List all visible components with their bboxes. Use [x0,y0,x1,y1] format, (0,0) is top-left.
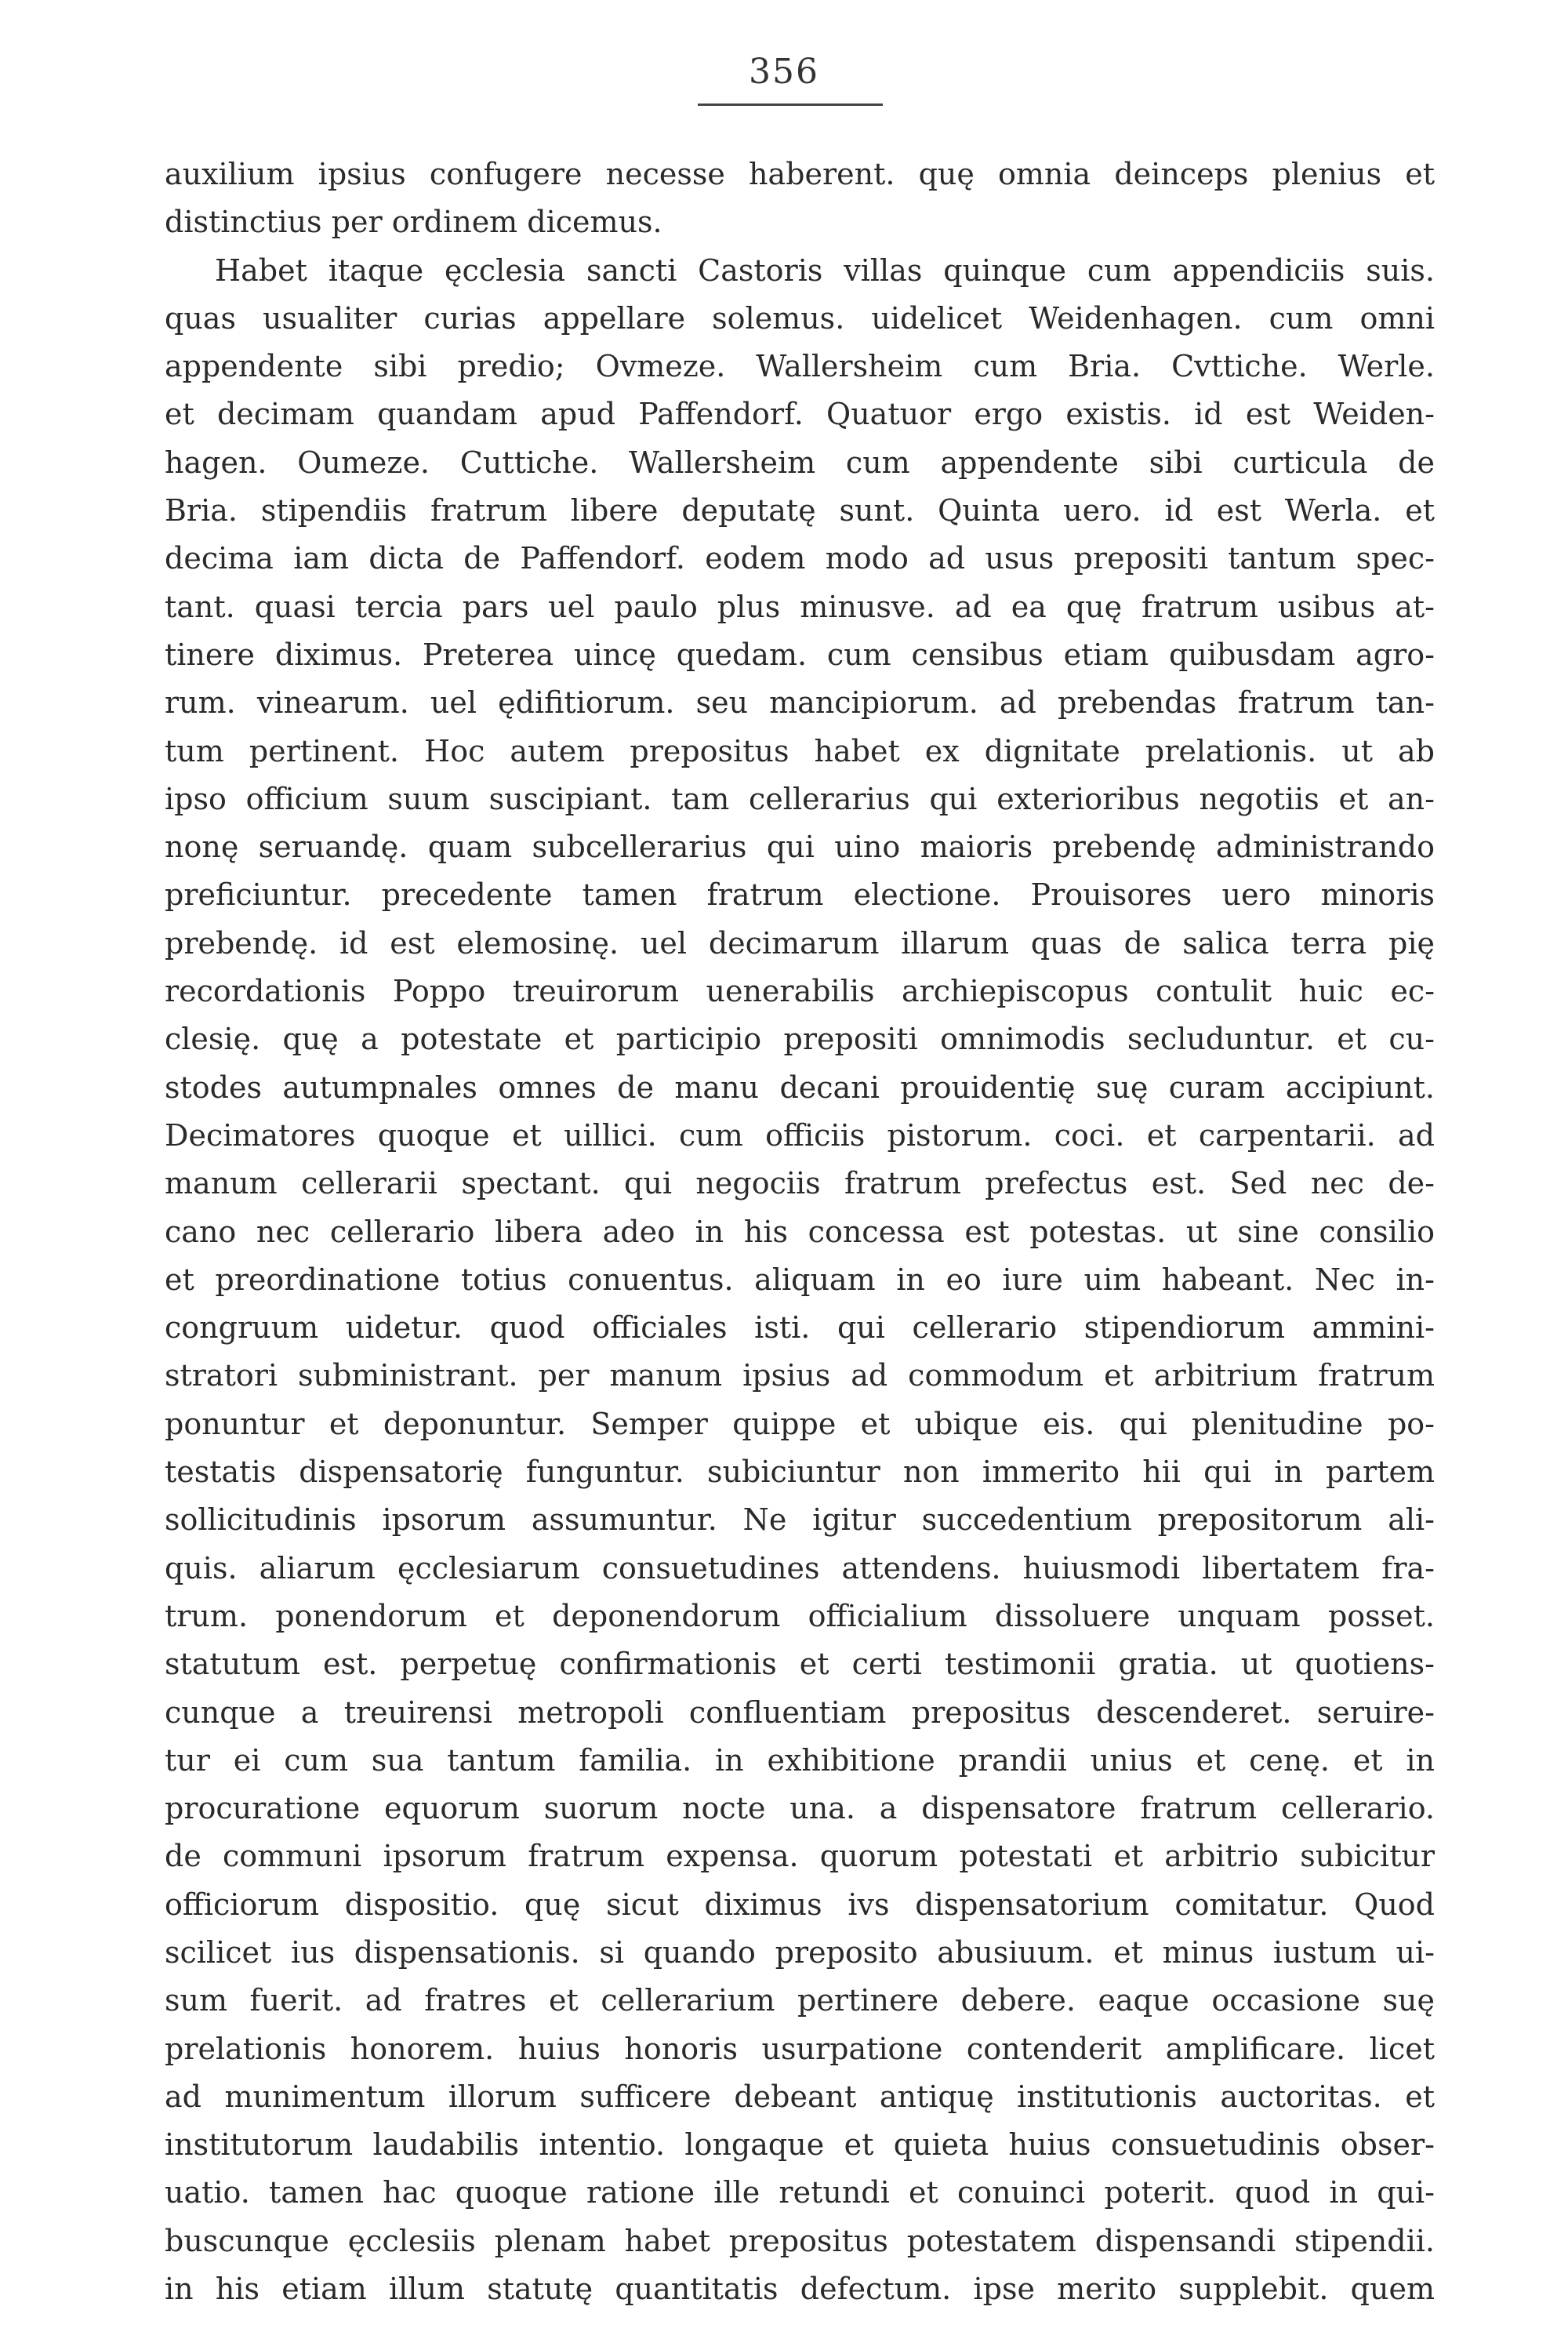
text-line: rum. vinearum. uel ędifitiorum. seu mancipiorum. ad prebendas fratrum tan- [165,685,1435,721]
text-line: preficiuntur. precedente tamen fratrum electione. Prouisores uero minoris [165,877,1435,913]
page-number: 356 [749,52,819,92]
text-line: procuratione equorum suorum nocte una. a dispensatore fratrum cellerario. [165,1791,1435,1826]
text-line: manum cellerarii spectant. qui negociis fratrum prefectus est. Sed nec de- [165,1166,1435,1201]
text-line: scilicet ius dispensationis. si quando preposito abusiuum. et minus iustum ui- [165,1934,1435,1970]
text-line: sum fuerit. ad fratres et cellerarium pertinere debere. eaque occasione suę [165,1983,1435,2018]
text-line: tum pertinent. Hoc autem prepositus habet ex dignitate prelationis. ut ab [165,733,1435,768]
text-line: quas usualiter curias appellare solemus. uidelicet Weidenhagen. cum omni [165,300,1435,336]
text-line: sollicitudinis ipsorum assumuntur. Ne igitur succedentium prepositorum ali- [165,1502,1435,1538]
text-line: statutum est. perpetuę confirmationis et certi testimonii gratia. ut quotiens- [165,1647,1435,1682]
text-line: prelationis honorem. huius honoris usurpatione contenderit amplificare. licet [165,2031,1435,2066]
text-line: in his etiam illum statutę quantitatis defectum. ipse merito supplebit. quem [165,2272,1435,2307]
text-line: testatis dispensatorię funguntur. subiciuntur non immerito hii qui in partem [165,1455,1435,1490]
text-line: buscunque ęcclesiis plenam habet prepositus potestatem dispensandi stipendii. [165,2223,1435,2258]
text-line: nonę seruandę. quam subcellerarius qui uino maioris prebendę administrando [165,830,1435,865]
text-line: tinere diximus. Preterea uincę quedam. cum censibus etiam quibusdam agro- [165,637,1435,672]
text-line: clesię. quę a potestate et participio prepositi omnimodis secluduntur. et cu- [165,1022,1435,1057]
text-line: prebendę. id est elemosinę. uel decimarum illarum quas de salica terra pię [165,925,1435,961]
text-line: stratori subministrant. per manum ipsius ad commodum et arbitrium fratrum [165,1358,1435,1393]
text-line: ad munimentum illorum sufficere debeant antiquę institutionis auctoritas. et [165,2079,1435,2114]
text-line: congruum uidetur. quod officiales isti. qui cellerario stipendiorum ammini- [165,1310,1435,1346]
text-line: cano nec cellerario libera adeo in his concessa est potestas. ut sine consilio [165,1214,1435,1249]
text-line: ponuntur et deponuntur. Semper quippe et ubique eis. qui plenitudine po- [165,1406,1435,1441]
text-line: cunque a treuirensi metropoli confluentiam prepositus descenderet. seruire- [165,1694,1435,1730]
text-line: stodes autumpnales omnes de manu decani prouidentię suę curam accipiunt. [165,1070,1435,1105]
page-header [0,52,1568,92]
text-line: Decimatores quoque et uillici. cum officiis pistorum. coci. et carpentarii. ad [165,1117,1435,1153]
text-line: Bria. stipendiis fratrum libere deputatę sunt. Quinta uero. id est Werla. et [165,493,1435,528]
text-line: quis. aliarum ęcclesiarum consuetudines attendens. huiusmodi libertatem fra- [165,1550,1435,1585]
text-line: recordationis Poppo treuirorum uenerabilis archiepiscopus contulit huic ec- [165,974,1435,1009]
text-line: institutorum laudabilis intentio. longaque et quieta huius consuetudinis obser- [165,2127,1435,2163]
text-line: hagen. Oumeze. Cuttiche. Wallersheim cum appendente sibi curticula de [165,445,1435,480]
text-line: appendente sibi predio; Ovmeze. Wallersheim cum Bria. Cvttiche. Werle. [165,349,1435,384]
body-text [165,151,1435,2313]
text-line: et preordinatione totius conuentus. aliquam in eo iure uim habeant. Nec in- [165,1262,1435,1297]
text-line: officiorum dispositio. quę sicut diximus ivs dispensatorium comitatur. Quod [165,1887,1435,1922]
text-line: distinctius per ordinem dicemus. [165,205,662,240]
header-rule [698,104,883,106]
text-line: decima iam dicta de Paffendorf. eodem modo ad usus prepositi tantum spec- [165,541,1435,576]
text-line: auxilium ipsius confugere necesse haberent. quę omnia deinceps plenius et [165,157,1435,191]
text-line: Habet itaque ęcclesia sancti Castoris villas quinque cum appendiciis suis. [215,252,1435,288]
text-line: ipso officium suum suscipiant. tam cellerarius qui exterioribus negotiis et an- [165,781,1435,816]
text-line: tur ei cum sua tantum familia. in exhibitione prandii unius et cenę. et in [165,1742,1435,1778]
text-line: uatio. tamen hac quoque ratione ille retundi et conuinci poterit. quod in qui- [165,2175,1435,2210]
text-line: de communi ipsorum fratrum expensa. quorum potestati et arbitrio subicitur [165,1839,1435,1874]
text-line: tant. quasi tercia pars uel paulo plus minusve. ad ea quę fratrum usibus at- [165,589,1435,624]
text-line: et decimam quandam apud Paffendorf. Quatuor ergo existis. id est Weiden- [165,397,1435,432]
text-line: trum. ponendorum et deponendorum officialium dissoluere unquam posset. [165,1598,1435,1633]
